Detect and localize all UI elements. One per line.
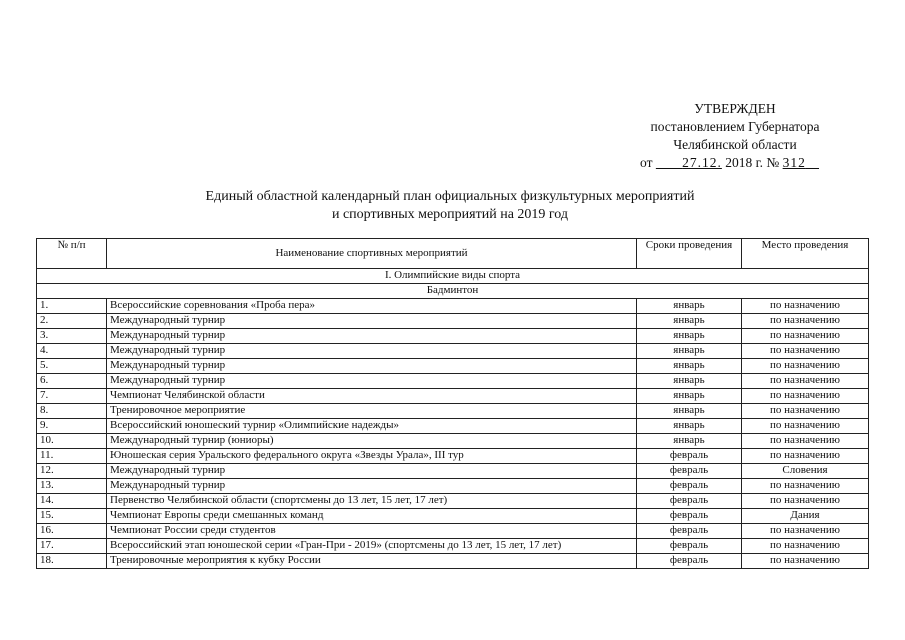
table-row bbox=[37, 419, 869, 434]
row-number: 2. bbox=[37, 314, 107, 329]
row-date: январь bbox=[637, 389, 742, 404]
approval-year: 2018 г. № bbox=[725, 155, 780, 170]
table-row bbox=[37, 329, 869, 344]
row-number: 11. bbox=[37, 449, 107, 464]
document-title bbox=[130, 188, 770, 224]
row-number: 7. bbox=[37, 389, 107, 404]
table-row bbox=[37, 299, 869, 314]
row-number: 6. bbox=[37, 374, 107, 389]
row-date: январь bbox=[637, 359, 742, 374]
row-event-name: Международный турнир bbox=[107, 479, 637, 494]
row-event-name: Тренировочное мероприятие bbox=[107, 404, 637, 419]
row-event-name: Международный турнир bbox=[107, 359, 637, 374]
row-event-name: Чемпионат Европы среди смешанных команд bbox=[107, 509, 637, 524]
row-date: январь bbox=[637, 344, 742, 359]
row-place: по назначению bbox=[742, 359, 869, 374]
row-number: 4. bbox=[37, 344, 107, 359]
row-event-name: Международный турнир bbox=[107, 464, 637, 479]
section-title: I. Олимпийские виды спорта bbox=[37, 269, 869, 284]
row-date: февраль bbox=[637, 449, 742, 464]
row-date: январь bbox=[637, 314, 742, 329]
row-place: по назначению bbox=[742, 524, 869, 539]
row-place: по назначению bbox=[742, 314, 869, 329]
row-place: по назначению bbox=[742, 434, 869, 449]
row-event-name: Чемпионат Челябинской области bbox=[107, 389, 637, 404]
row-number: 10. bbox=[37, 434, 107, 449]
row-number: 17. bbox=[37, 539, 107, 554]
table-row bbox=[37, 554, 869, 569]
row-place: по назначению bbox=[742, 389, 869, 404]
row-number: 16. bbox=[37, 524, 107, 539]
header-num: № п/п bbox=[37, 239, 107, 269]
table-row bbox=[37, 404, 869, 419]
row-date: январь bbox=[637, 404, 742, 419]
table-row bbox=[37, 359, 869, 374]
row-place: по назначению bbox=[742, 554, 869, 569]
row-event-name: Тренировочные мероприятия к кубку России bbox=[107, 554, 637, 569]
row-date: январь bbox=[637, 329, 742, 344]
row-event-name: Международный турнир (юниоры) bbox=[107, 434, 637, 449]
table-row bbox=[37, 434, 869, 449]
row-date: февраль bbox=[637, 494, 742, 509]
row-date: январь bbox=[637, 374, 742, 389]
row-place: по назначению bbox=[742, 374, 869, 389]
table-header-row bbox=[37, 239, 869, 269]
row-place: Словения bbox=[742, 464, 869, 479]
approval-date-line bbox=[600, 154, 870, 172]
table-row bbox=[37, 524, 869, 539]
header-place: Место проведения bbox=[742, 239, 869, 269]
row-event-name: Первенство Челябинской области (спортсмены до 13 лет, 15 лет, 17 лет) bbox=[107, 494, 637, 509]
row-date: январь bbox=[637, 299, 742, 314]
row-number: 13. bbox=[37, 479, 107, 494]
approval-stamp bbox=[600, 100, 870, 172]
row-date: февраль bbox=[637, 554, 742, 569]
table-row bbox=[37, 464, 869, 479]
approval-heading: УТВЕРЖДЕН bbox=[694, 101, 776, 116]
row-number: 14. bbox=[37, 494, 107, 509]
table-row bbox=[37, 314, 869, 329]
row-place: по назначению bbox=[742, 539, 869, 554]
table-row bbox=[37, 449, 869, 464]
row-date: февраль bbox=[637, 539, 742, 554]
approval-number: 312 bbox=[782, 155, 806, 170]
table-row bbox=[37, 539, 869, 554]
row-place: по назначению bbox=[742, 299, 869, 314]
subsection-title: Бадминтон bbox=[37, 284, 869, 299]
table-row bbox=[37, 479, 869, 494]
row-number: 3. bbox=[37, 329, 107, 344]
row-event-name: Всероссийский этап юношеской серии «Гран-При - 2019» (спортсмены до 13 лет, 15 лет, 17 лет) bbox=[107, 539, 637, 554]
row-place: по назначению bbox=[742, 344, 869, 359]
section-row bbox=[37, 269, 869, 284]
row-place: по назначению bbox=[742, 479, 869, 494]
row-event-name: Международный турнир bbox=[107, 329, 637, 344]
row-number: 1. bbox=[37, 299, 107, 314]
row-number: 12. bbox=[37, 464, 107, 479]
title-line2: и спортивных мероприятий на 2019 год bbox=[331, 207, 569, 222]
approval-date: 27.12. bbox=[682, 155, 722, 170]
approval-line2: постановлением Губернатора bbox=[650, 119, 820, 134]
approval-line3: Челябинской области bbox=[673, 137, 797, 152]
row-place: по назначению bbox=[742, 494, 869, 509]
header-name: Наименование спортивных мероприятий bbox=[107, 239, 637, 269]
row-number: 8. bbox=[37, 404, 107, 419]
row-number: 15. bbox=[37, 509, 107, 524]
row-event-name: Международный турнир bbox=[107, 314, 637, 329]
header-dates: Сроки проведения bbox=[637, 239, 742, 269]
table-row bbox=[37, 374, 869, 389]
title-line1: Единый областной календарный план официальных физкультурных мероприятий bbox=[205, 189, 695, 204]
row-date: февраль bbox=[637, 509, 742, 524]
row-event-name: Международный турнир bbox=[107, 374, 637, 389]
row-number: 5. bbox=[37, 359, 107, 374]
row-number: 18. bbox=[37, 554, 107, 569]
approval-from-label: от bbox=[640, 155, 653, 170]
row-place: по назначению bbox=[742, 449, 869, 464]
row-place: по назначению bbox=[742, 419, 869, 434]
row-date: февраль bbox=[637, 479, 742, 494]
row-place: по назначению bbox=[742, 404, 869, 419]
row-date: январь bbox=[637, 434, 742, 449]
subsection-row bbox=[37, 284, 869, 299]
table-row bbox=[37, 344, 869, 359]
row-date: февраль bbox=[637, 464, 742, 479]
row-event-name: Всероссийские соревнования «Проба пера» bbox=[107, 299, 637, 314]
row-number: 9. bbox=[37, 419, 107, 434]
row-place: по назначению bbox=[742, 329, 869, 344]
events-table bbox=[36, 238, 869, 569]
row-place: Дания bbox=[742, 509, 869, 524]
row-date: февраль bbox=[637, 524, 742, 539]
table-row bbox=[37, 494, 869, 509]
row-event-name: Юношеская серия Уральского федерального округа «Звезды Урала», III тур bbox=[107, 449, 637, 464]
row-event-name: Международный турнир bbox=[107, 344, 637, 359]
table-row bbox=[37, 389, 869, 404]
table-row bbox=[37, 509, 869, 524]
row-event-name: Чемпионат России среди студентов bbox=[107, 524, 637, 539]
row-event-name: Всероссийский юношеский турнир «Олимпийские надежды» bbox=[107, 419, 637, 434]
row-date: январь bbox=[637, 419, 742, 434]
